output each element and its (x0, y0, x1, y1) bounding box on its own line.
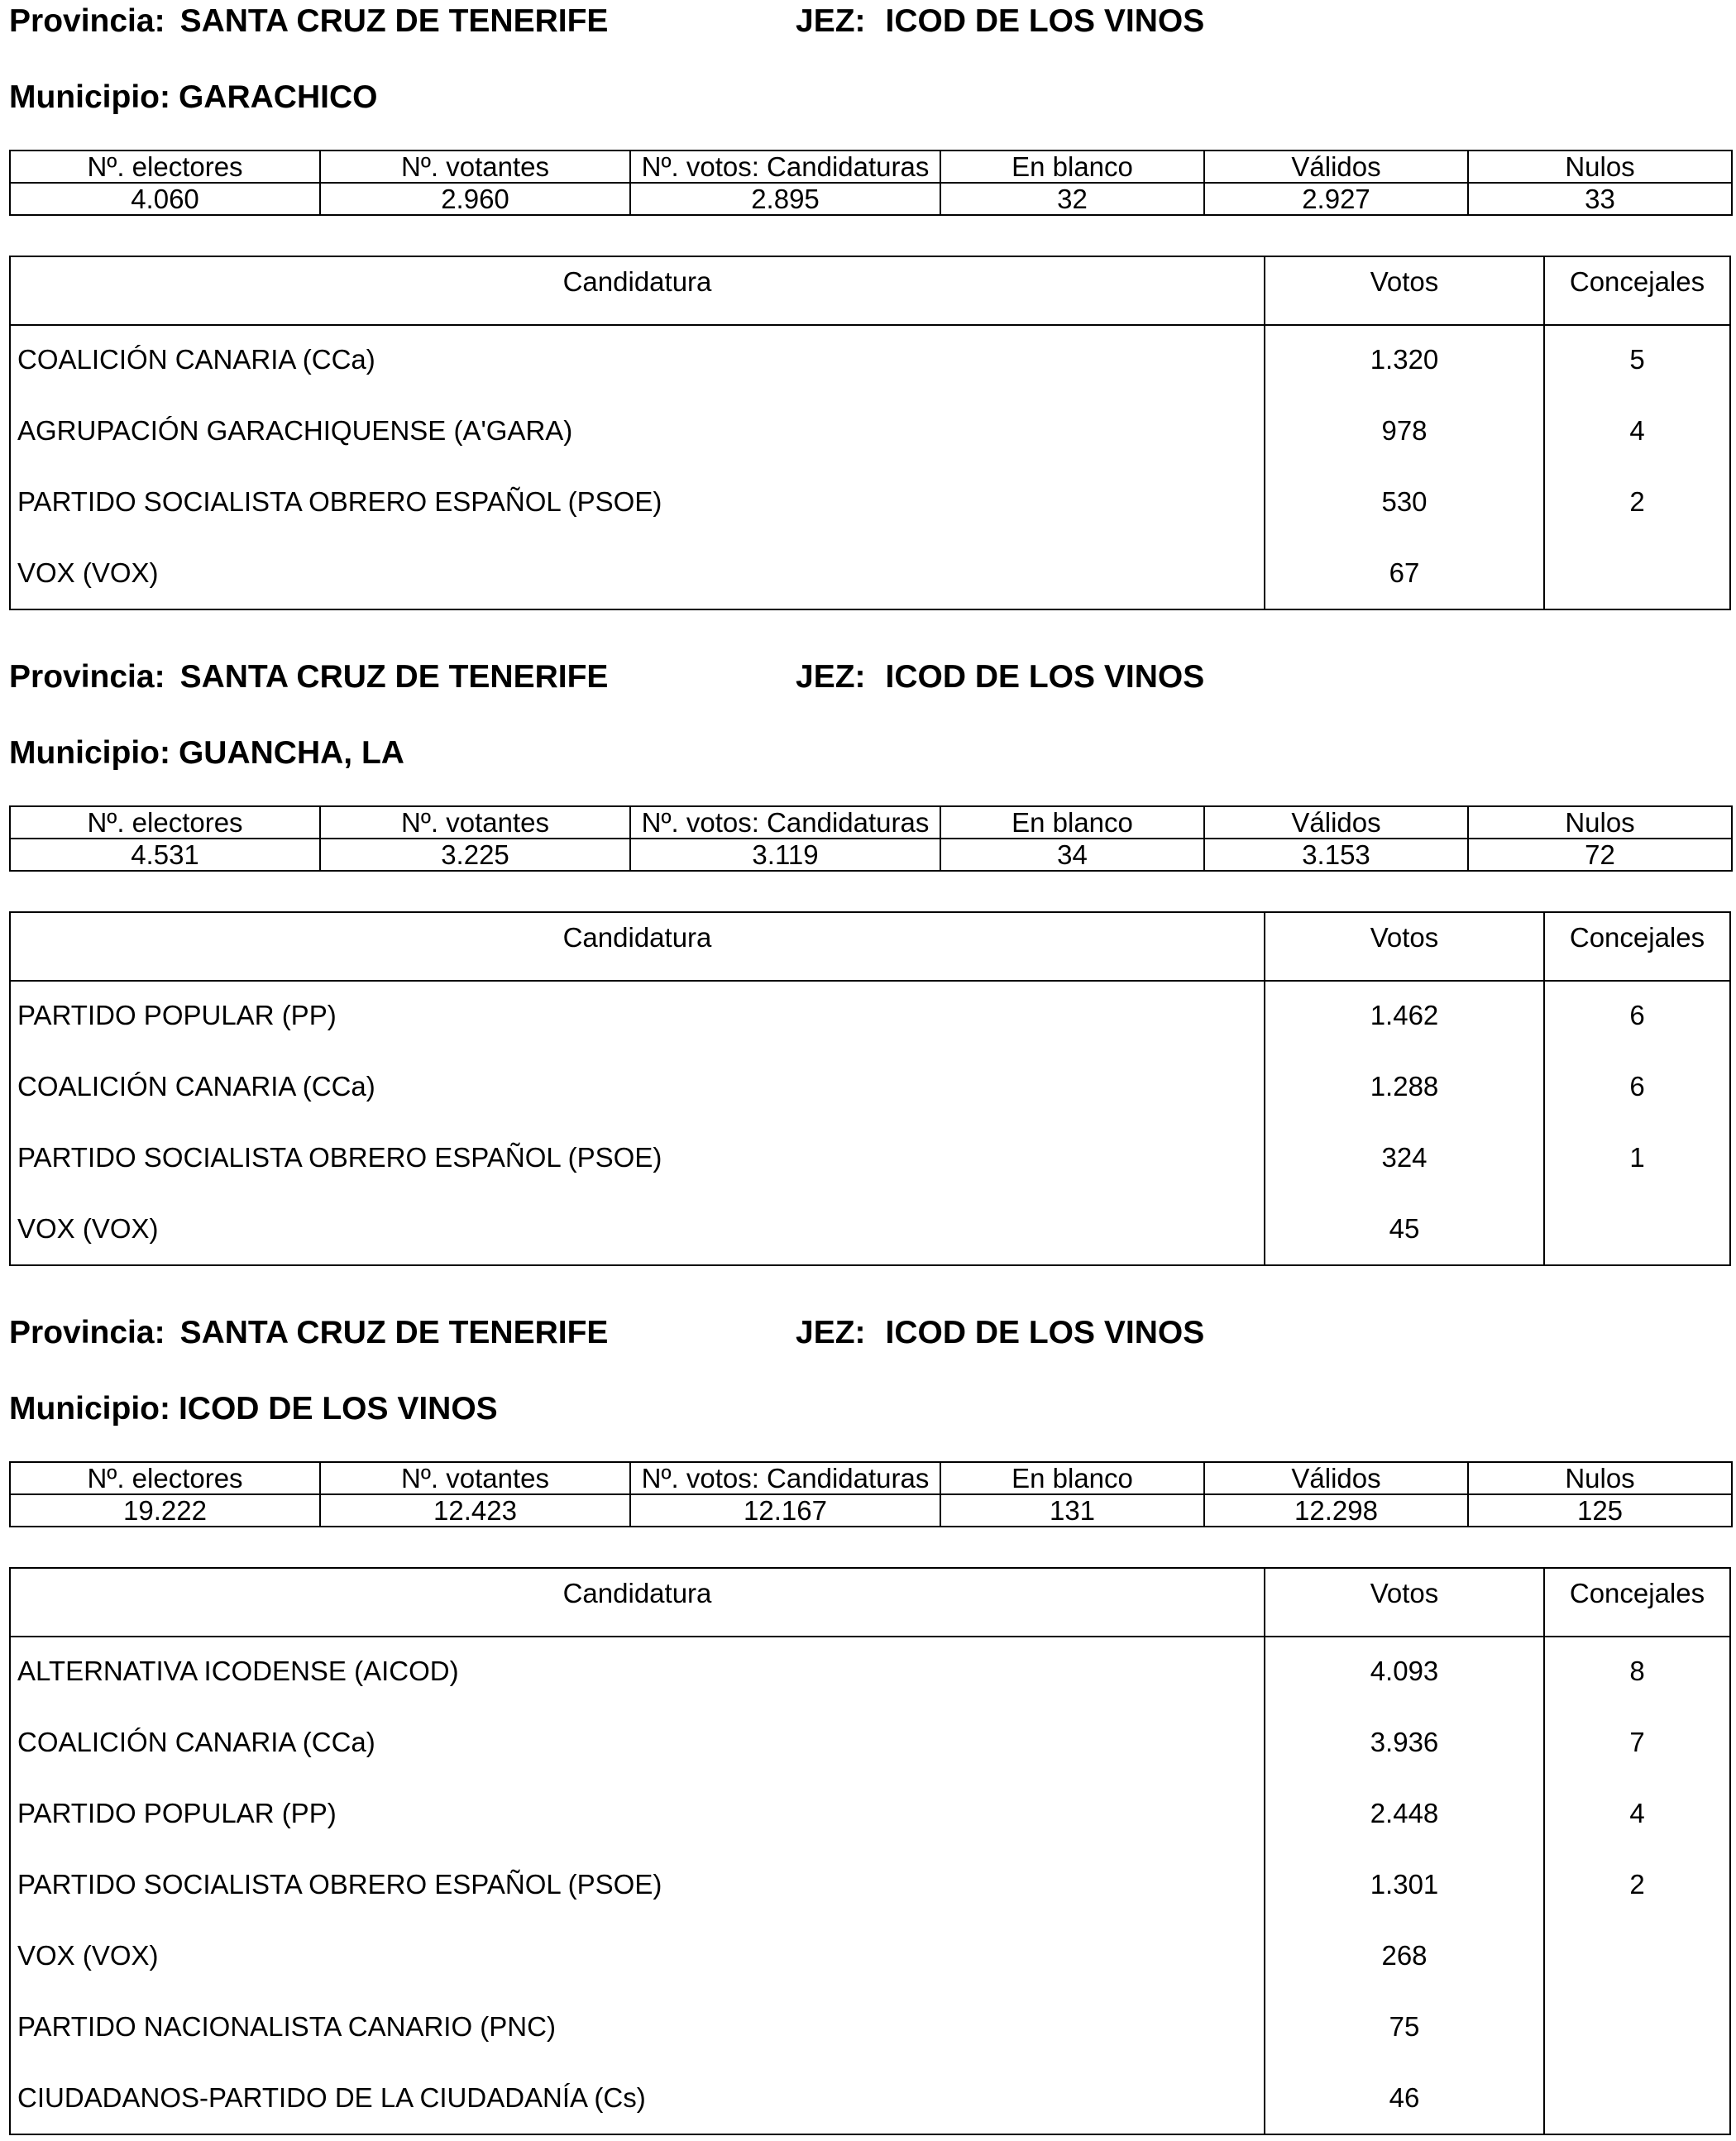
party-name: AGRUPACIÓN GARACHIQUENSE (A'GARA) (17, 415, 573, 446)
provincia-line (9, 1312, 608, 1355)
party-concejales: 4 (1629, 415, 1645, 446)
table-row (11, 1707, 1729, 1778)
party-name: PARTIDO POPULAR (PP) (17, 1798, 337, 1828)
header-concejales: Concejales (1569, 266, 1705, 297)
municipio-section (0, 0, 1736, 656)
header-concejales: Concejales (1569, 922, 1705, 953)
party-name: COALICIÓN CANARIA (CCa) (17, 1071, 375, 1102)
summary-value-row (10, 183, 1732, 215)
municipio-line (9, 732, 404, 775)
party-concejales: 8 (1629, 1656, 1645, 1686)
summary-value-cell: 12.423 (320, 1494, 630, 1527)
party-name: PARTIDO SOCIALISTA OBRERO ESPAÑOL (PSOE) (17, 486, 662, 517)
municipio-section (0, 656, 1736, 1312)
jez-value: ICOD DE LOS VINOS (885, 3, 1205, 39)
summary-header-cell: En blanco (940, 151, 1204, 183)
header-votos: Votos (1370, 1578, 1439, 1608)
summary-value-cell: 2.895 (630, 183, 940, 215)
table-row (11, 395, 1729, 466)
jez-line (796, 0, 1204, 43)
summary-value-cell: 4.531 (10, 839, 320, 871)
table-row (11, 1991, 1729, 2062)
table-row (11, 2062, 1729, 2134)
provincia-label: Provincia: (9, 1315, 165, 1350)
jez-line (796, 1312, 1204, 1355)
summary-value-cell: 33 (1468, 183, 1732, 215)
candidaturas-table (9, 256, 1731, 610)
summary-header-cell: En blanco (940, 1462, 1204, 1494)
party-concejales: 2 (1629, 1869, 1645, 1900)
summary-value-cell: 3.225 (320, 839, 630, 871)
party-votos: 46 (1389, 2082, 1420, 2113)
provincia-value: SANTA CRUZ DE TENERIFE (179, 1315, 609, 1350)
summary-value-cell: 12.167 (630, 1494, 940, 1527)
party-name: PARTIDO NACIONALISTA CANARIO (PNC) (17, 2011, 556, 2042)
party-name: ALTERNATIVA ICODENSE (AICOD) (17, 1656, 459, 1686)
party-votos: 1.288 (1370, 1071, 1439, 1102)
party-votos: 45 (1389, 1213, 1420, 1244)
provincia-value: SANTA CRUZ DE TENERIFE (179, 3, 609, 39)
summary-table (9, 1461, 1733, 1527)
summary-value-cell: 4.060 (10, 183, 320, 215)
table-row (11, 1778, 1729, 1849)
summary-value-cell: 3.153 (1204, 839, 1468, 871)
summary-header-cell: Válidos (1204, 806, 1468, 839)
header-concejales: Concejales (1569, 1578, 1705, 1608)
party-votos: 3.936 (1370, 1727, 1439, 1757)
table-row (11, 1122, 1729, 1193)
summary-header-cell: Nº. votos: Candidaturas (630, 806, 940, 839)
jez-label: JEZ: (796, 3, 866, 39)
party-votos: 978 (1381, 415, 1428, 446)
table-row (11, 538, 1729, 609)
municipio-section (0, 1312, 1736, 2113)
summary-header-cell: Nº. votantes (320, 151, 630, 183)
municipio-line (9, 76, 377, 119)
party-concejales: 5 (1629, 344, 1645, 375)
summary-value-cell: 72 (1468, 839, 1732, 871)
party-votos: 1.301 (1370, 1869, 1439, 1900)
provincia-line (9, 0, 608, 43)
summary-header-cell: En blanco (940, 806, 1204, 839)
provincia-label: Provincia: (9, 659, 165, 695)
party-name: VOX (VOX) (17, 1940, 159, 1971)
jez-value: ICOD DE LOS VINOS (885, 1315, 1205, 1350)
summary-header-cell: Nº. electores (10, 1462, 320, 1494)
summary-header-cell: Nº. electores (10, 806, 320, 839)
summary-header-cell: Nº. votos: Candidaturas (630, 1462, 940, 1494)
provincia-value: SANTA CRUZ DE TENERIFE (179, 659, 609, 695)
summary-header-cell: Nulos (1468, 1462, 1732, 1494)
summary-header-row (10, 806, 1732, 839)
summary-header-cell: Válidos (1204, 151, 1468, 183)
municipio-label: Municipio: (9, 1391, 170, 1427)
header-candidatura: Candidatura (562, 266, 712, 297)
summary-header-cell: Nº. electores (10, 151, 320, 183)
summary-value-cell: 19.222 (10, 1494, 320, 1527)
party-votos: 1.462 (1370, 1000, 1439, 1030)
candidaturas-table (9, 911, 1731, 1266)
table-row (11, 1920, 1729, 1991)
summary-value-cell: 34 (940, 839, 1204, 871)
header-candidatura: Candidatura (562, 922, 712, 953)
party-name: PARTIDO SOCIALISTA OBRERO ESPAÑOL (PSOE) (17, 1142, 662, 1173)
summary-header-row (10, 1462, 1732, 1494)
summary-value-cell: 2.927 (1204, 183, 1468, 215)
table-row (11, 1849, 1729, 1920)
party-name: COALICIÓN CANARIA (CCa) (17, 344, 375, 375)
party-votos: 67 (1389, 557, 1420, 588)
party-concejales: 6 (1629, 1071, 1645, 1102)
municipio-value: GARACHICO (178, 79, 378, 115)
summary-value-cell: 12.298 (1204, 1494, 1468, 1527)
summary-header-row (10, 151, 1732, 183)
summary-value-cell: 3.119 (630, 839, 940, 871)
municipio-value: GUANCHA, LA (178, 735, 404, 771)
table-row (11, 1636, 1729, 1707)
party-votos: 75 (1389, 2011, 1420, 2042)
municipio-line (9, 1388, 498, 1431)
table-row (11, 1193, 1729, 1264)
party-votos: 530 (1381, 486, 1428, 517)
summary-header-cell: Válidos (1204, 1462, 1468, 1494)
party-name: VOX (VOX) (17, 557, 159, 588)
summary-table (9, 150, 1733, 216)
summary-value-cell: 2.960 (320, 183, 630, 215)
party-votos: 324 (1381, 1142, 1428, 1173)
header-candidatura: Candidatura (562, 1578, 712, 1608)
party-votos: 2.448 (1370, 1798, 1439, 1828)
provincia-line (9, 656, 608, 699)
party-name: PARTIDO POPULAR (PP) (17, 1000, 337, 1030)
table-row (11, 1051, 1729, 1122)
jez-line (796, 656, 1204, 699)
jez-label: JEZ: (796, 659, 866, 695)
party-name: PARTIDO SOCIALISTA OBRERO ESPAÑOL (PSOE) (17, 1869, 662, 1900)
summary-header-cell: Nº. votos: Candidaturas (630, 151, 940, 183)
party-concejales: 2 (1629, 486, 1645, 517)
header-votos: Votos (1370, 922, 1439, 953)
summary-value-row (10, 1494, 1732, 1527)
jez-value: ICOD DE LOS VINOS (885, 659, 1205, 695)
municipio-label: Municipio: (9, 735, 170, 771)
candidaturas-table (9, 1567, 1731, 2135)
jez-label: JEZ: (796, 1315, 866, 1350)
party-name: CIUDADANOS-PARTIDO DE LA CIUDADANÍA (Cs) (17, 2082, 646, 2113)
table-row (11, 980, 1729, 1051)
party-votos: 1.320 (1370, 344, 1439, 375)
summary-value-cell: 32 (940, 183, 1204, 215)
party-concejales: 1 (1629, 1142, 1645, 1173)
party-concejales: 4 (1629, 1798, 1645, 1828)
summary-value-cell: 131 (940, 1494, 1204, 1527)
table-row (11, 466, 1729, 538)
municipio-label: Municipio: (9, 79, 170, 115)
party-concejales: 6 (1629, 1000, 1645, 1030)
party-concejales: 7 (1629, 1727, 1645, 1757)
summary-header-cell: Nulos (1468, 151, 1732, 183)
summary-header-cell: Nulos (1468, 806, 1732, 839)
table-row (11, 324, 1729, 395)
party-name: COALICIÓN CANARIA (CCa) (17, 1727, 375, 1757)
summary-table (9, 805, 1733, 872)
party-name: VOX (VOX) (17, 1213, 159, 1244)
summary-value-row (10, 839, 1732, 871)
party-votos: 4.093 (1370, 1656, 1439, 1686)
summary-header-cell: Nº. votantes (320, 806, 630, 839)
summary-header-cell: Nº. votantes (320, 1462, 630, 1494)
header-votos: Votos (1370, 266, 1439, 297)
municipio-value: ICOD DE LOS VINOS (178, 1391, 498, 1427)
provincia-label: Provincia: (9, 3, 165, 39)
party-votos: 268 (1381, 1940, 1428, 1971)
summary-value-cell: 125 (1468, 1494, 1732, 1527)
